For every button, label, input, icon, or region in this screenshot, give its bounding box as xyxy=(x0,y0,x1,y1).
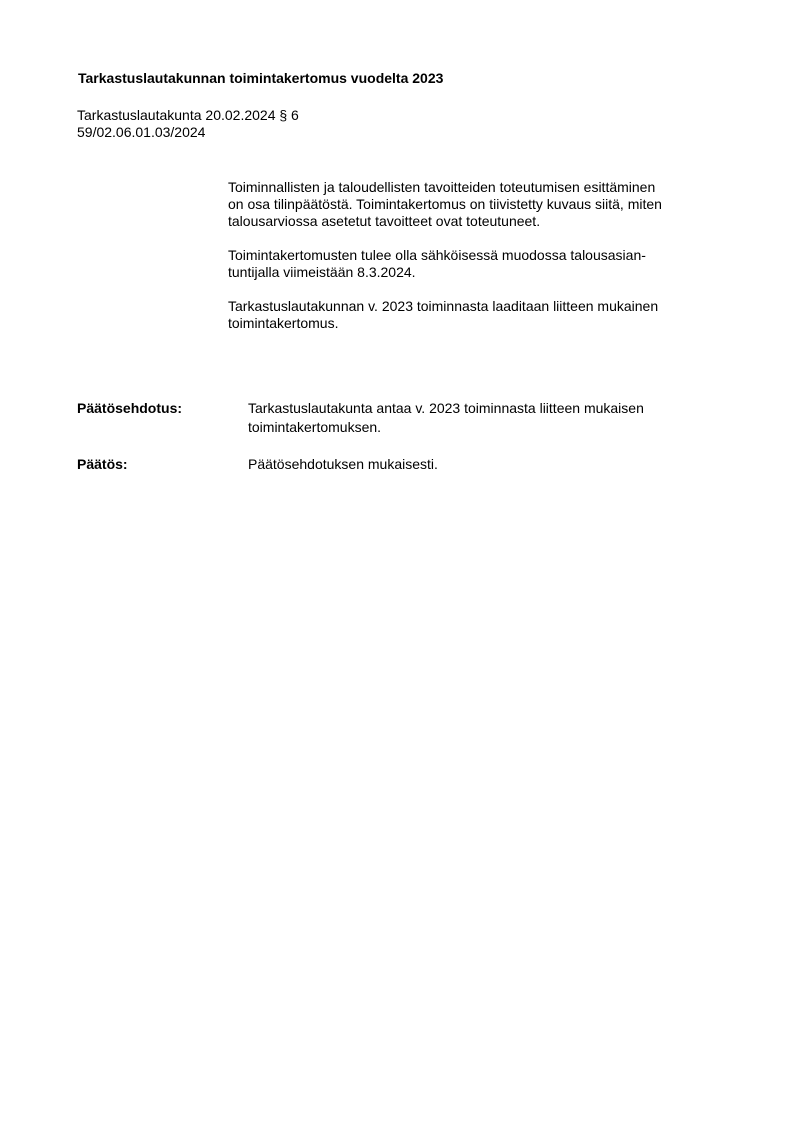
reference-number: 59/02.06.01.03/2024 xyxy=(77,124,206,140)
paragraph-line: Toiminnallisten ja taloudellisten tavoitteiden toteutumisen esittäminen xyxy=(228,179,656,195)
proposal-text xyxy=(248,399,728,437)
paragraph-line: on osa tilinpäätöstä. Toimintakertomus on tiivistetty kuvaus siitä, miten xyxy=(228,196,662,212)
paragraph-line: toimintakertomus. xyxy=(228,315,339,331)
decision-label: Päätös: xyxy=(77,456,128,472)
paragraph-line: Toimintakertomusten tulee olla sähköisessä muodossa talousasian- xyxy=(228,247,646,263)
paragraph xyxy=(228,298,728,332)
body-text xyxy=(228,179,728,349)
paragraph-line: talousarviossa asetetut tavoitteet ovat toteutuneet. xyxy=(228,213,541,229)
proposal-line: toimintakertomuksen. xyxy=(248,419,382,435)
proposal-label: Päätösehdotus: xyxy=(77,400,183,416)
proposal-line: Tarkastuslautakunta antaa v. 2023 toiminnasta liitteen mukaisen xyxy=(248,400,644,416)
paragraph xyxy=(228,247,728,281)
paragraph-line: tuntijalla viimeistään 8.3.2024. xyxy=(228,264,416,280)
document-meta xyxy=(77,107,299,141)
document-title: Tarkastuslautakunnan toimintakertomus vuodelta 2023 xyxy=(78,70,444,86)
paragraph xyxy=(228,179,728,230)
meeting-line: Tarkastuslautakunta 20.02.2024 § 6 xyxy=(77,107,299,123)
paragraph-line: Tarkastuslautakunnan v. 2023 toiminnasta laaditaan liitteen mukainen xyxy=(228,298,659,314)
decision-line: Päätösehdotuksen mukaisesti. xyxy=(248,456,438,472)
decision-text xyxy=(248,455,728,474)
